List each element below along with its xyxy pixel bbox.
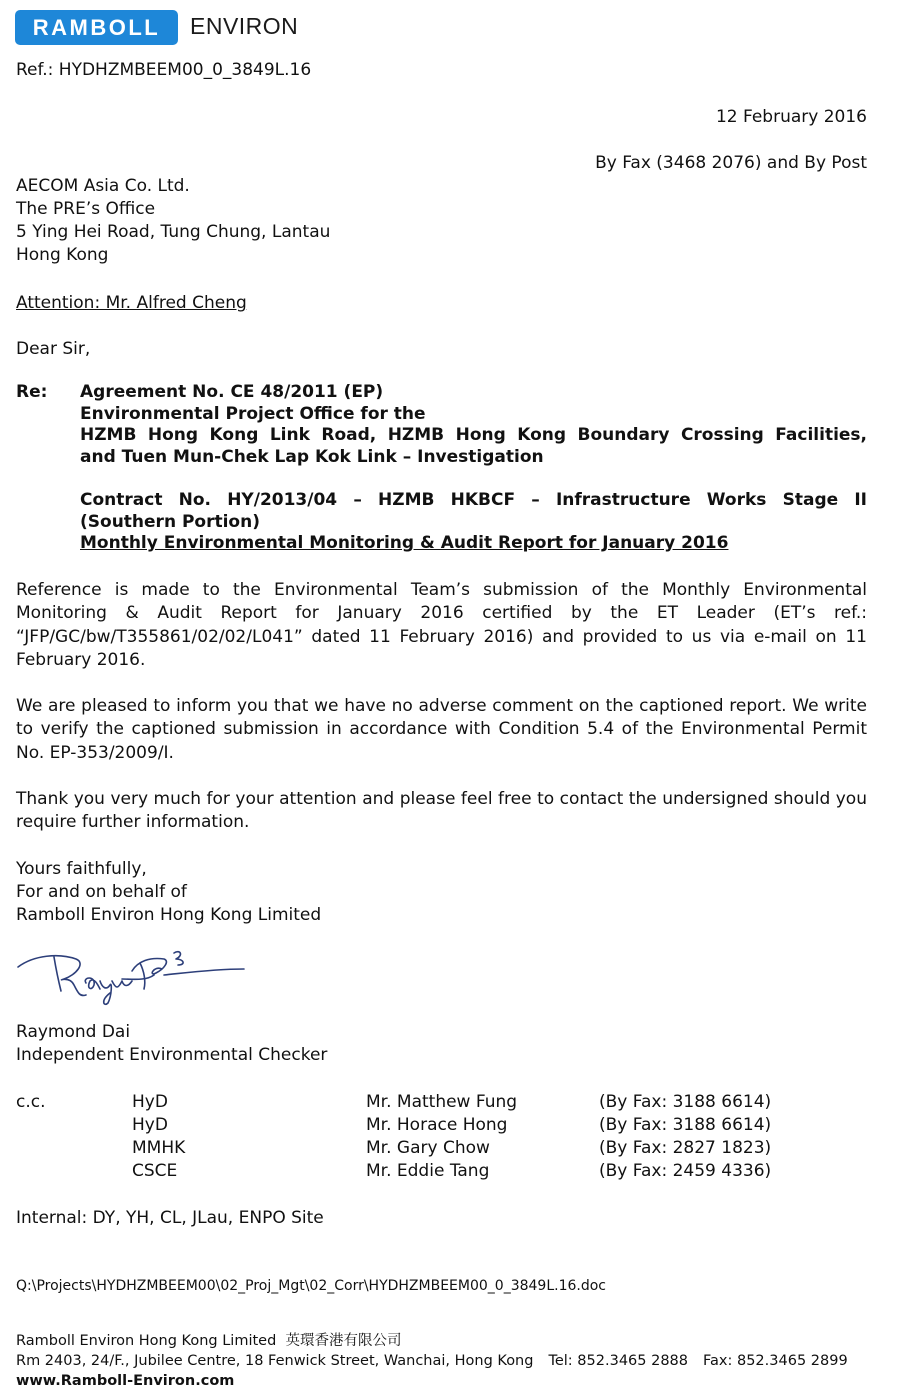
- attention-line: Attention: Mr. Alfred Cheng: [16, 293, 247, 313]
- subject-office: Environmental Project Office for the: [80, 403, 426, 424]
- subject-report-title: Monthly Environmental Monitoring & Audit Report for January 2016: [80, 533, 729, 553]
- reference-number: Ref.: HYDHZMBEEM00_0_3849L.16: [16, 60, 312, 80]
- address-line: AECOM Asia Co. Ltd.: [16, 176, 190, 196]
- subject-project: HZMB Hong Kong Link Road, HZMB Hong Kong Boundary Crossing Facilities,: [80, 425, 867, 445]
- footer-website[interactable]: www.Ramboll-Environ.com: [16, 1373, 235, 1389]
- address-line: 5 Ying Hei Road, Tung Chung, Lantau: [16, 222, 331, 242]
- closing-line: Yours faithfully,: [16, 859, 147, 879]
- cc-org: CSCE: [132, 1161, 178, 1181]
- footer-company-line: [16, 1331, 848, 1351]
- environ-logo-text: ENVIRON: [190, 13, 299, 39]
- cc-table: [132, 1091, 771, 1183]
- cc-person: Mr. Horace Hong: [366, 1115, 508, 1135]
- cc-org: MMHK: [132, 1138, 186, 1158]
- signatory-block: [16, 1021, 327, 1067]
- handwritten-signature: [14, 945, 254, 1010]
- body-paragraph-reference: Reference is made to the Environmental Team’s submission of the Monthly Environmental Monitoring & Audit Report for January 2016 certified by the ET Leader (ET’s ref.: “JFP/GC/bw/T355861/02/02/L041” dated 11 February 2016) and provided to us via e-mail on 11 February 2016.: [16, 580, 867, 670]
- closing-block: [16, 858, 321, 927]
- ramboll-logo: RAMBOLL: [15, 10, 178, 45]
- address-line: Hong Kong: [16, 245, 109, 265]
- letter-date: 12 February 2016: [715, 107, 867, 127]
- closing-line: For and on behalf of: [16, 882, 187, 902]
- cc-fax: (By Fax: 3188 6614): [599, 1115, 772, 1135]
- body-paragraph-verification: We are pleased to inform you that we have no adverse comment on the captioned report. We write to verify the captioned submission in accordance with Condition 5.4 of the Environmental Permit No. EP-353/2009/I.: [16, 696, 867, 763]
- recipient-address: [16, 175, 330, 267]
- cc-fax: (By Fax: 2827 1823): [599, 1138, 772, 1158]
- cc-org: HyD: [132, 1092, 168, 1112]
- signatory-title: Independent Environmental Checker: [16, 1045, 328, 1065]
- footer-address: Rm 2403, 24/F., Jubilee Centre, 18 Fenwick Street, Wanchai, Hong Kong: [16, 1353, 534, 1369]
- cc-person: Mr. Gary Chow: [366, 1138, 490, 1158]
- re-label: Re:: [16, 382, 48, 402]
- footer-company-chinese: 英環香港有限公司: [285, 1333, 402, 1349]
- subject-block: [80, 382, 867, 555]
- subject-agreement: Agreement No. CE 48/2011 (EP): [80, 382, 384, 402]
- delivery-method: By Fax (3468 2076) and By Post: [595, 153, 867, 173]
- subject-contract-cont: (Southern Portion): [80, 511, 260, 532]
- internal-distribution: Internal: DY, YH, CL, JLau, ENPO Site: [16, 1208, 324, 1228]
- address-line: The PRE’s Office: [16, 199, 156, 219]
- footer-company: Ramboll Environ Hong Kong Limited: [16, 1333, 277, 1349]
- cc-person: Mr. Matthew Fung: [366, 1092, 518, 1112]
- footer-tel: Tel: 852.3465 2888: [548, 1353, 689, 1369]
- subject-contract: Contract No. HY/2013/04 – HZMB HKBCF – Infrastructure Works Stage II: [80, 490, 867, 510]
- cc-row: [132, 1137, 771, 1160]
- footer-fax: Fax: 852.3465 2899: [703, 1353, 848, 1369]
- body-paragraph-thanks: Thank you very much for your attention and please feel free to contact the undersigned should you require further information.: [16, 789, 867, 833]
- closing-line: Ramboll Environ Hong Kong Limited: [16, 905, 322, 925]
- file-path: Q:\Projects\HYDHZMBEEM00\02_Proj_Mgt\02_Corr\HYDHZMBEEM00_0_3849L.16.doc: [16, 1278, 606, 1294]
- cc-row: [132, 1114, 771, 1137]
- footer-contact-line: [16, 1351, 848, 1371]
- cc-label: c.c.: [16, 1092, 46, 1112]
- salutation: Dear Sir,: [16, 339, 91, 359]
- cc-org: HyD: [132, 1115, 168, 1135]
- subject-project-cont: and Tuen Mun-Chek Lap Kok Link – Investigation: [80, 446, 544, 467]
- cc-person: Mr. Eddie Tang: [366, 1161, 490, 1181]
- cc-row: [132, 1160, 771, 1183]
- cc-fax: (By Fax: 2459 4336): [599, 1161, 772, 1181]
- cc-row: [132, 1091, 771, 1114]
- letterhead-footer: [16, 1331, 848, 1391]
- signatory-name: Raymond Dai: [16, 1022, 131, 1042]
- cc-fax: (By Fax: 3188 6614): [599, 1092, 772, 1112]
